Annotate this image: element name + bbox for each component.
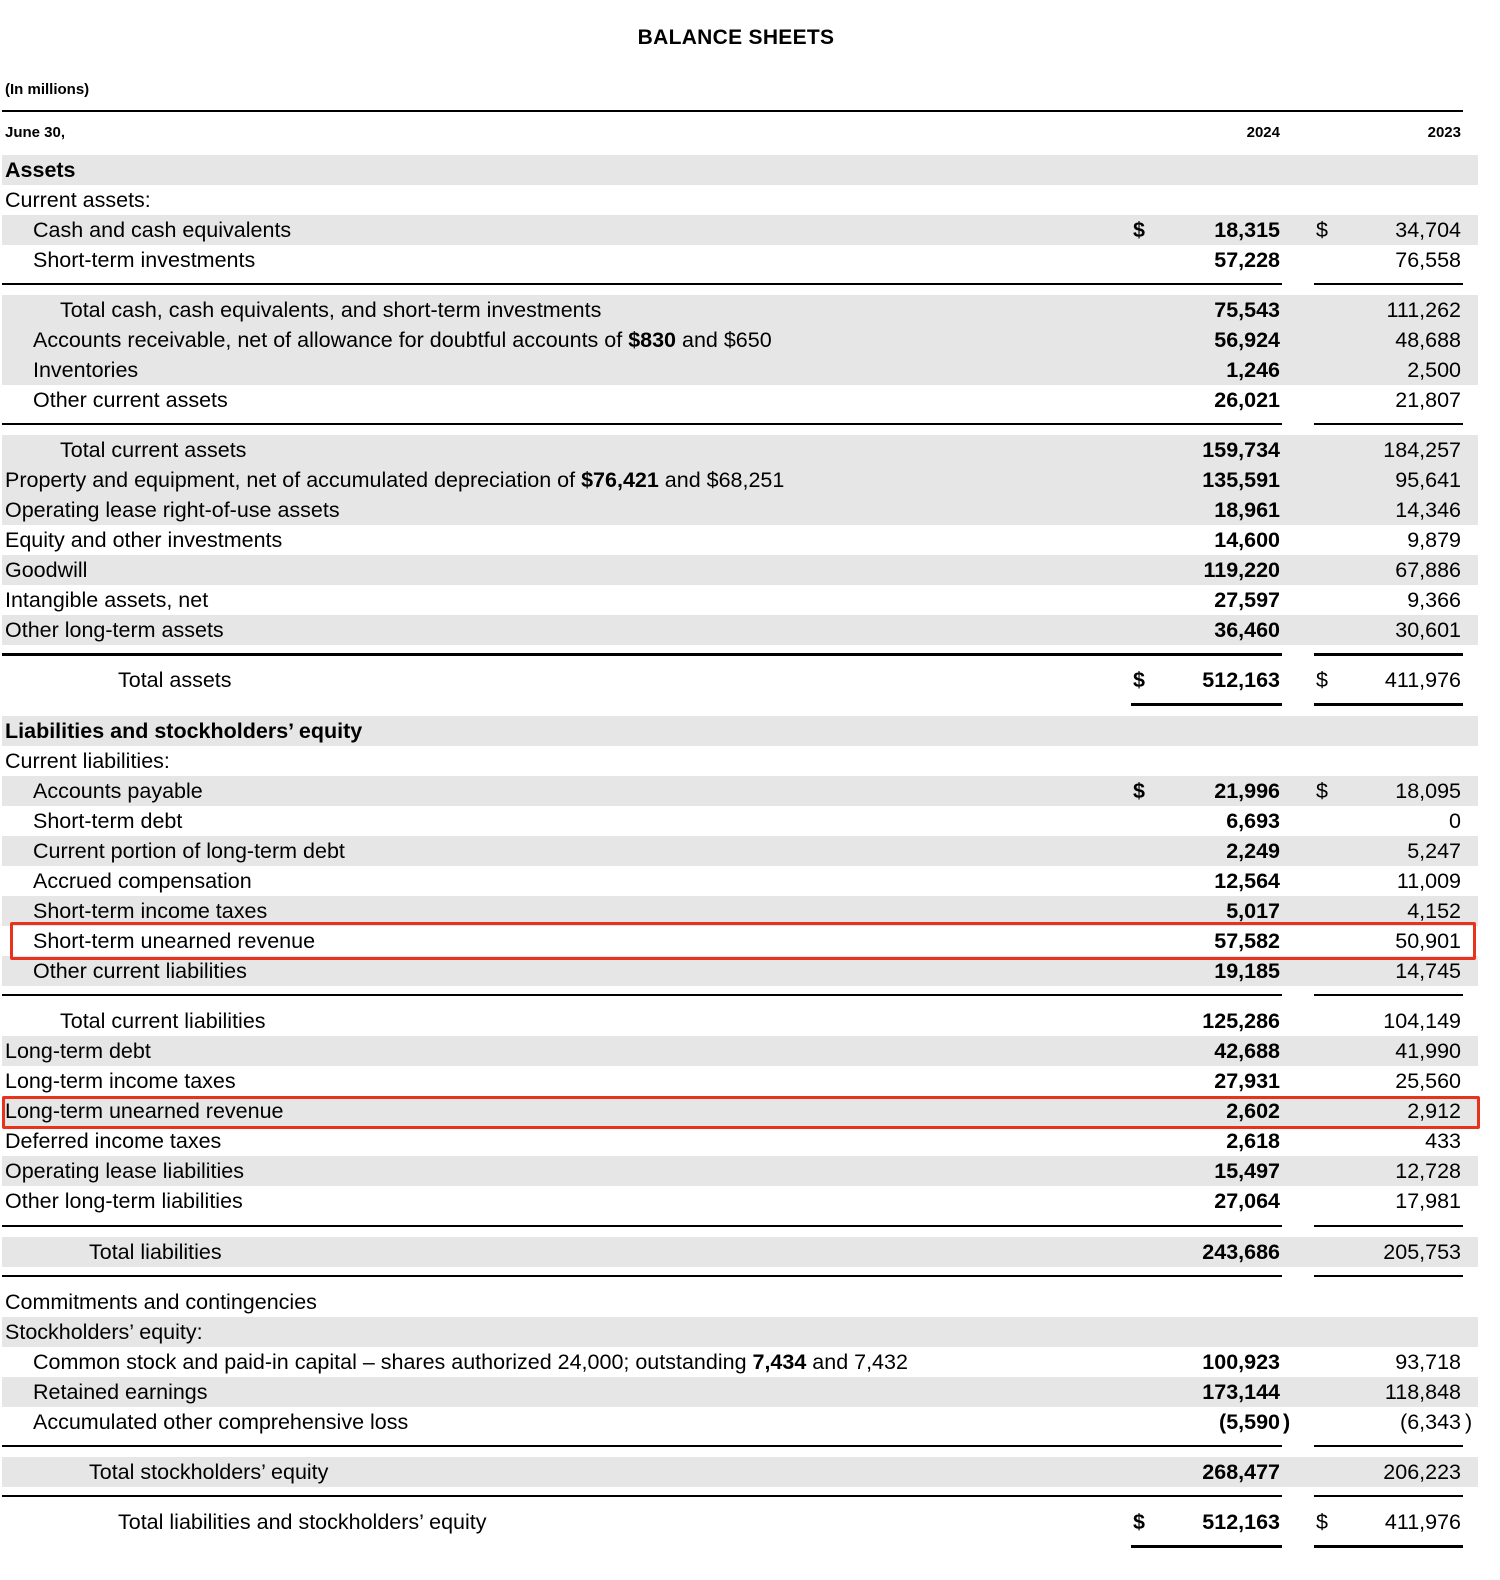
value-2023: 41,990: [1395, 1039, 1461, 1063]
value-2024: 243,686: [1202, 1240, 1280, 1264]
row-label: [5, 465, 784, 495]
value-2023: 9,879: [1407, 528, 1461, 552]
row-label: Other long-term liabilities: [5, 1189, 243, 1213]
value-2024: 26,021: [1214, 388, 1280, 412]
value-2023: 50,901: [1395, 929, 1461, 953]
double-rule-2024: [1131, 703, 1282, 706]
bold-amount: 7,434: [752, 1350, 807, 1374]
row-operating-lease-liabilities: [2, 1156, 1478, 1186]
rule-2023: [1314, 423, 1463, 425]
row-label: Total liabilities: [89, 1240, 222, 1264]
row-other-current-liabilities: [2, 956, 1478, 986]
value-2024: 173,144: [1202, 1380, 1280, 1404]
value-2024: 125,286: [1202, 1009, 1280, 1033]
label-text: and $68,251: [658, 468, 785, 492]
value-2023: 411,976: [1384, 1510, 1461, 1534]
row-label: Retained earnings: [33, 1380, 208, 1404]
value-2023: 5,247: [1407, 839, 1461, 863]
row-label: Accumulated other comprehensive loss: [33, 1410, 409, 1434]
row-label: Commitments and contingencies: [5, 1290, 317, 1314]
value-2023: 9,366: [1407, 588, 1461, 612]
row-label: Short-term debt: [33, 809, 183, 833]
value-2023: 12,728: [1395, 1159, 1461, 1183]
row-accrued-compensation: [2, 866, 1478, 896]
value-2024: 159,734: [1202, 438, 1280, 462]
rule-full: [2, 994, 1282, 996]
row-total-cash-investments: [2, 295, 1478, 325]
row-current-ltd: [2, 836, 1478, 866]
rule-2023: [1314, 283, 1463, 285]
value-2024: 19,185: [1214, 959, 1280, 983]
dollar-sign-2023: $: [1316, 779, 1328, 803]
row-equity-investments: [2, 525, 1478, 555]
rule-full: [2, 1225, 1282, 1227]
rule-2023: [1314, 994, 1463, 996]
row-total-stockholders-equity: [2, 1457, 1478, 1487]
year-2024-header: 2024: [1246, 124, 1280, 141]
row-label: Liabilities and stockholders’ equity: [5, 719, 363, 743]
value-2023: 111,262: [1386, 298, 1461, 322]
period-label: June 30,: [5, 124, 66, 141]
dollar-sign-2024: $: [1133, 668, 1145, 692]
double-rule-2023: [1314, 1545, 1463, 1548]
value-2024: 100,923: [1202, 1350, 1280, 1374]
value-2024: 18,961: [1214, 498, 1280, 522]
dollar-sign-2024: $: [1133, 779, 1145, 803]
row-label: Equity and other investments: [5, 528, 283, 552]
row-accounts-receivable: [2, 325, 1478, 355]
dollar-sign-2024: $: [1133, 1510, 1145, 1534]
value-2023: 17,981: [1395, 1189, 1461, 1213]
label-text: Accounts receivable, net of allowance for doubtful accounts of: [33, 328, 629, 352]
row-label: Current liabilities:: [5, 749, 170, 773]
value-2023: 104,149: [1383, 1009, 1461, 1033]
highlight-box: [10, 922, 1476, 960]
row-cash: [2, 215, 1478, 245]
value-2023: 14,745: [1395, 959, 1461, 983]
bold-amount: $830: [628, 328, 677, 352]
row-label: Inventories: [33, 358, 139, 382]
row-label: Other current liabilities: [33, 959, 247, 983]
row-label: Short-term income taxes: [33, 899, 268, 923]
rule-2023: [1314, 1445, 1463, 1447]
value-2023: 2,500: [1407, 358, 1461, 382]
row-label: Assets: [5, 158, 76, 182]
value-2024: (5,590: [1219, 1410, 1280, 1434]
rule-2023: [1314, 1225, 1463, 1227]
row-total-liabilities-equity: [2, 1507, 1478, 1537]
row-other-long-term-liabilities: [2, 1186, 1478, 1216]
value-2024: 42,688: [1214, 1039, 1280, 1063]
value-2023: 21,807: [1395, 388, 1461, 412]
value-2024: 135,591: [1202, 468, 1280, 492]
year-2023-header: 2023: [1427, 124, 1461, 141]
value-2023: 2,912: [1407, 1099, 1461, 1123]
row-label: Operating lease liabilities: [5, 1159, 245, 1183]
row-label: Short-term investments: [33, 248, 256, 272]
rule-full: [2, 283, 1282, 285]
value-2024: 75,543: [1214, 298, 1280, 322]
label-text: Property and equipment, net of accumulated depreciation of: [5, 468, 582, 492]
row-label: Other current assets: [33, 388, 228, 412]
row-label: [33, 1347, 908, 1377]
value-2023: 67,886: [1395, 558, 1461, 582]
value-2023: 48,688: [1395, 328, 1461, 352]
section-liabilities-equity: [2, 716, 1478, 746]
current-liabilities-heading: [2, 746, 1478, 776]
row-inventories: [2, 355, 1478, 385]
row-aoci: [2, 1407, 1478, 1437]
row-total-current-liabilities: [2, 1006, 1478, 1036]
value-2023: 433: [1425, 1129, 1461, 1153]
row-long-term-debt: [2, 1036, 1478, 1066]
row-label: Long-term unearned revenue: [5, 1099, 284, 1123]
row-short-term-investments: [2, 245, 1478, 275]
row-label: Stockholders’ equity:: [5, 1320, 203, 1344]
label-text: and 7,432: [806, 1350, 908, 1374]
row-label: Goodwill: [5, 558, 88, 582]
value-2024: 36,460: [1214, 618, 1280, 642]
rule-2023: [1314, 1275, 1463, 1277]
value-2024: 57,582: [1214, 929, 1280, 953]
units-note: (In millions): [5, 81, 90, 98]
row-property-equipment: [2, 465, 1478, 495]
row-total-current-assets: [2, 435, 1478, 465]
row-deferred-income-taxes: [2, 1126, 1478, 1156]
row-label: Other long-term assets: [5, 618, 224, 642]
row-label: Total cash, cash equivalents, and short-term investments: [60, 298, 602, 322]
highlight-box: [2, 1096, 1480, 1129]
label-text: and $650: [676, 328, 772, 352]
row-total-liabilities: [2, 1237, 1478, 1267]
statement-title: BALANCE SHEETS: [637, 26, 835, 49]
value-2023: 30,601: [1395, 618, 1461, 642]
rule-full: [2, 423, 1282, 425]
value-2024: 512,163: [1202, 1510, 1280, 1534]
value-2023: 4,152: [1407, 899, 1461, 923]
close-paren-2024: ): [1283, 1410, 1291, 1434]
value-2024: 18,315: [1214, 218, 1280, 242]
value-2023: 0: [1449, 809, 1461, 833]
double-rule-2023: [1314, 703, 1463, 706]
value-2023: 18,095: [1395, 779, 1461, 803]
row-intangible-assets: [2, 585, 1478, 615]
row-label: Total assets: [118, 668, 232, 692]
dollar-sign-2024: $: [1133, 218, 1145, 242]
value-2024: 268,477: [1202, 1460, 1280, 1484]
row-label: Short-term unearned revenue: [33, 929, 316, 953]
value-2024: 2,602: [1226, 1099, 1280, 1123]
row-commitments: [2, 1287, 1478, 1317]
value-2024: 21,996: [1214, 779, 1280, 803]
row-goodwill: [2, 555, 1478, 585]
current-assets-heading: [2, 185, 1478, 215]
value-2023: 25,560: [1395, 1069, 1461, 1093]
row-long-term-income-taxes: [2, 1066, 1478, 1096]
value-2023: 205,753: [1383, 1240, 1461, 1264]
row-label: Accrued compensation: [33, 869, 252, 893]
row-label: [33, 325, 772, 355]
value-2024: 12,564: [1214, 869, 1280, 893]
row-label: Intangible assets, net: [5, 588, 209, 612]
value-2023: 206,223: [1383, 1460, 1461, 1484]
row-operating-lease-rou: [2, 495, 1478, 525]
row-label: Current assets:: [5, 188, 151, 212]
rule-2023: [1314, 653, 1463, 656]
value-2024: 2,249: [1226, 839, 1280, 863]
row-label: Current portion of long-term debt: [33, 839, 345, 863]
row-other-current-assets: [2, 385, 1478, 415]
row-common-stock: [2, 1347, 1478, 1377]
double-rule-2024: [1131, 1545, 1282, 1548]
row-label: Operating lease right-of-use assets: [5, 498, 340, 522]
value-2023: 76,558: [1395, 248, 1461, 272]
value-2024: 1,246: [1226, 358, 1280, 382]
row-label: Long-term income taxes: [5, 1069, 236, 1093]
row-other-long-term-assets: [2, 615, 1478, 645]
stockholders-equity-heading: [2, 1317, 1478, 1347]
row-accounts-payable: [2, 776, 1478, 806]
value-2023: 184,257: [1383, 438, 1461, 462]
value-2023: 118,848: [1384, 1380, 1461, 1404]
value-2024: 14,600: [1214, 528, 1280, 552]
dollar-sign-2023: $: [1316, 1510, 1328, 1534]
value-2023: 411,976: [1384, 668, 1461, 692]
value-2024: 56,924: [1214, 328, 1280, 352]
value-2024: 2,618: [1226, 1129, 1280, 1153]
value-2023: 95,641: [1395, 468, 1461, 492]
row-label: Total current liabilities: [60, 1009, 266, 1033]
section-assets: [2, 155, 1478, 185]
label-text: Common stock and paid-in capital – shares authorized 24,000; outstanding: [33, 1350, 753, 1374]
value-2023: 34,704: [1395, 218, 1461, 242]
value-2023: 11,009: [1396, 869, 1461, 893]
value-2023: 93,718: [1395, 1350, 1461, 1374]
value-2024: 5,017: [1226, 899, 1280, 923]
value-2024: 119,220: [1203, 558, 1280, 582]
row-label: Cash and cash equivalents: [33, 218, 292, 242]
dollar-sign-2023: $: [1316, 218, 1328, 242]
header-top-rule: [2, 110, 1463, 112]
rule-full: [2, 1445, 1282, 1447]
value-2024: 57,228: [1214, 248, 1280, 272]
bold-amount: $76,421: [581, 468, 659, 492]
row-total-assets: [2, 665, 1478, 695]
row-label: Long-term debt: [5, 1039, 151, 1063]
row-retained-earnings: [2, 1377, 1478, 1407]
value-2024: 512,163: [1202, 668, 1280, 692]
rule-full: [2, 1495, 1282, 1497]
row-label: Total stockholders’ equity: [89, 1460, 329, 1484]
value-2023: 14,346: [1395, 498, 1461, 522]
value-2024: 27,597: [1214, 588, 1280, 612]
row-label: Accounts payable: [33, 779, 203, 803]
row-short-term-debt: [2, 806, 1478, 836]
value-2024: 27,931: [1214, 1069, 1280, 1093]
rule-full: [2, 1275, 1282, 1277]
row-label: Total current assets: [60, 438, 247, 462]
row-label: Deferred income taxes: [5, 1129, 222, 1153]
value-2024: 27,064: [1214, 1189, 1280, 1213]
rule-2023: [1314, 1495, 1463, 1497]
row-label: Total liabilities and stockholders’ equity: [118, 1510, 487, 1534]
value-2024: 15,497: [1214, 1159, 1280, 1183]
value-2024: 6,693: [1226, 809, 1280, 833]
rule-full: [2, 653, 1282, 656]
dollar-sign-2023: $: [1316, 668, 1328, 692]
value-2023: (6,343: [1400, 1410, 1461, 1434]
close-paren-2023: ): [1465, 1410, 1473, 1434]
